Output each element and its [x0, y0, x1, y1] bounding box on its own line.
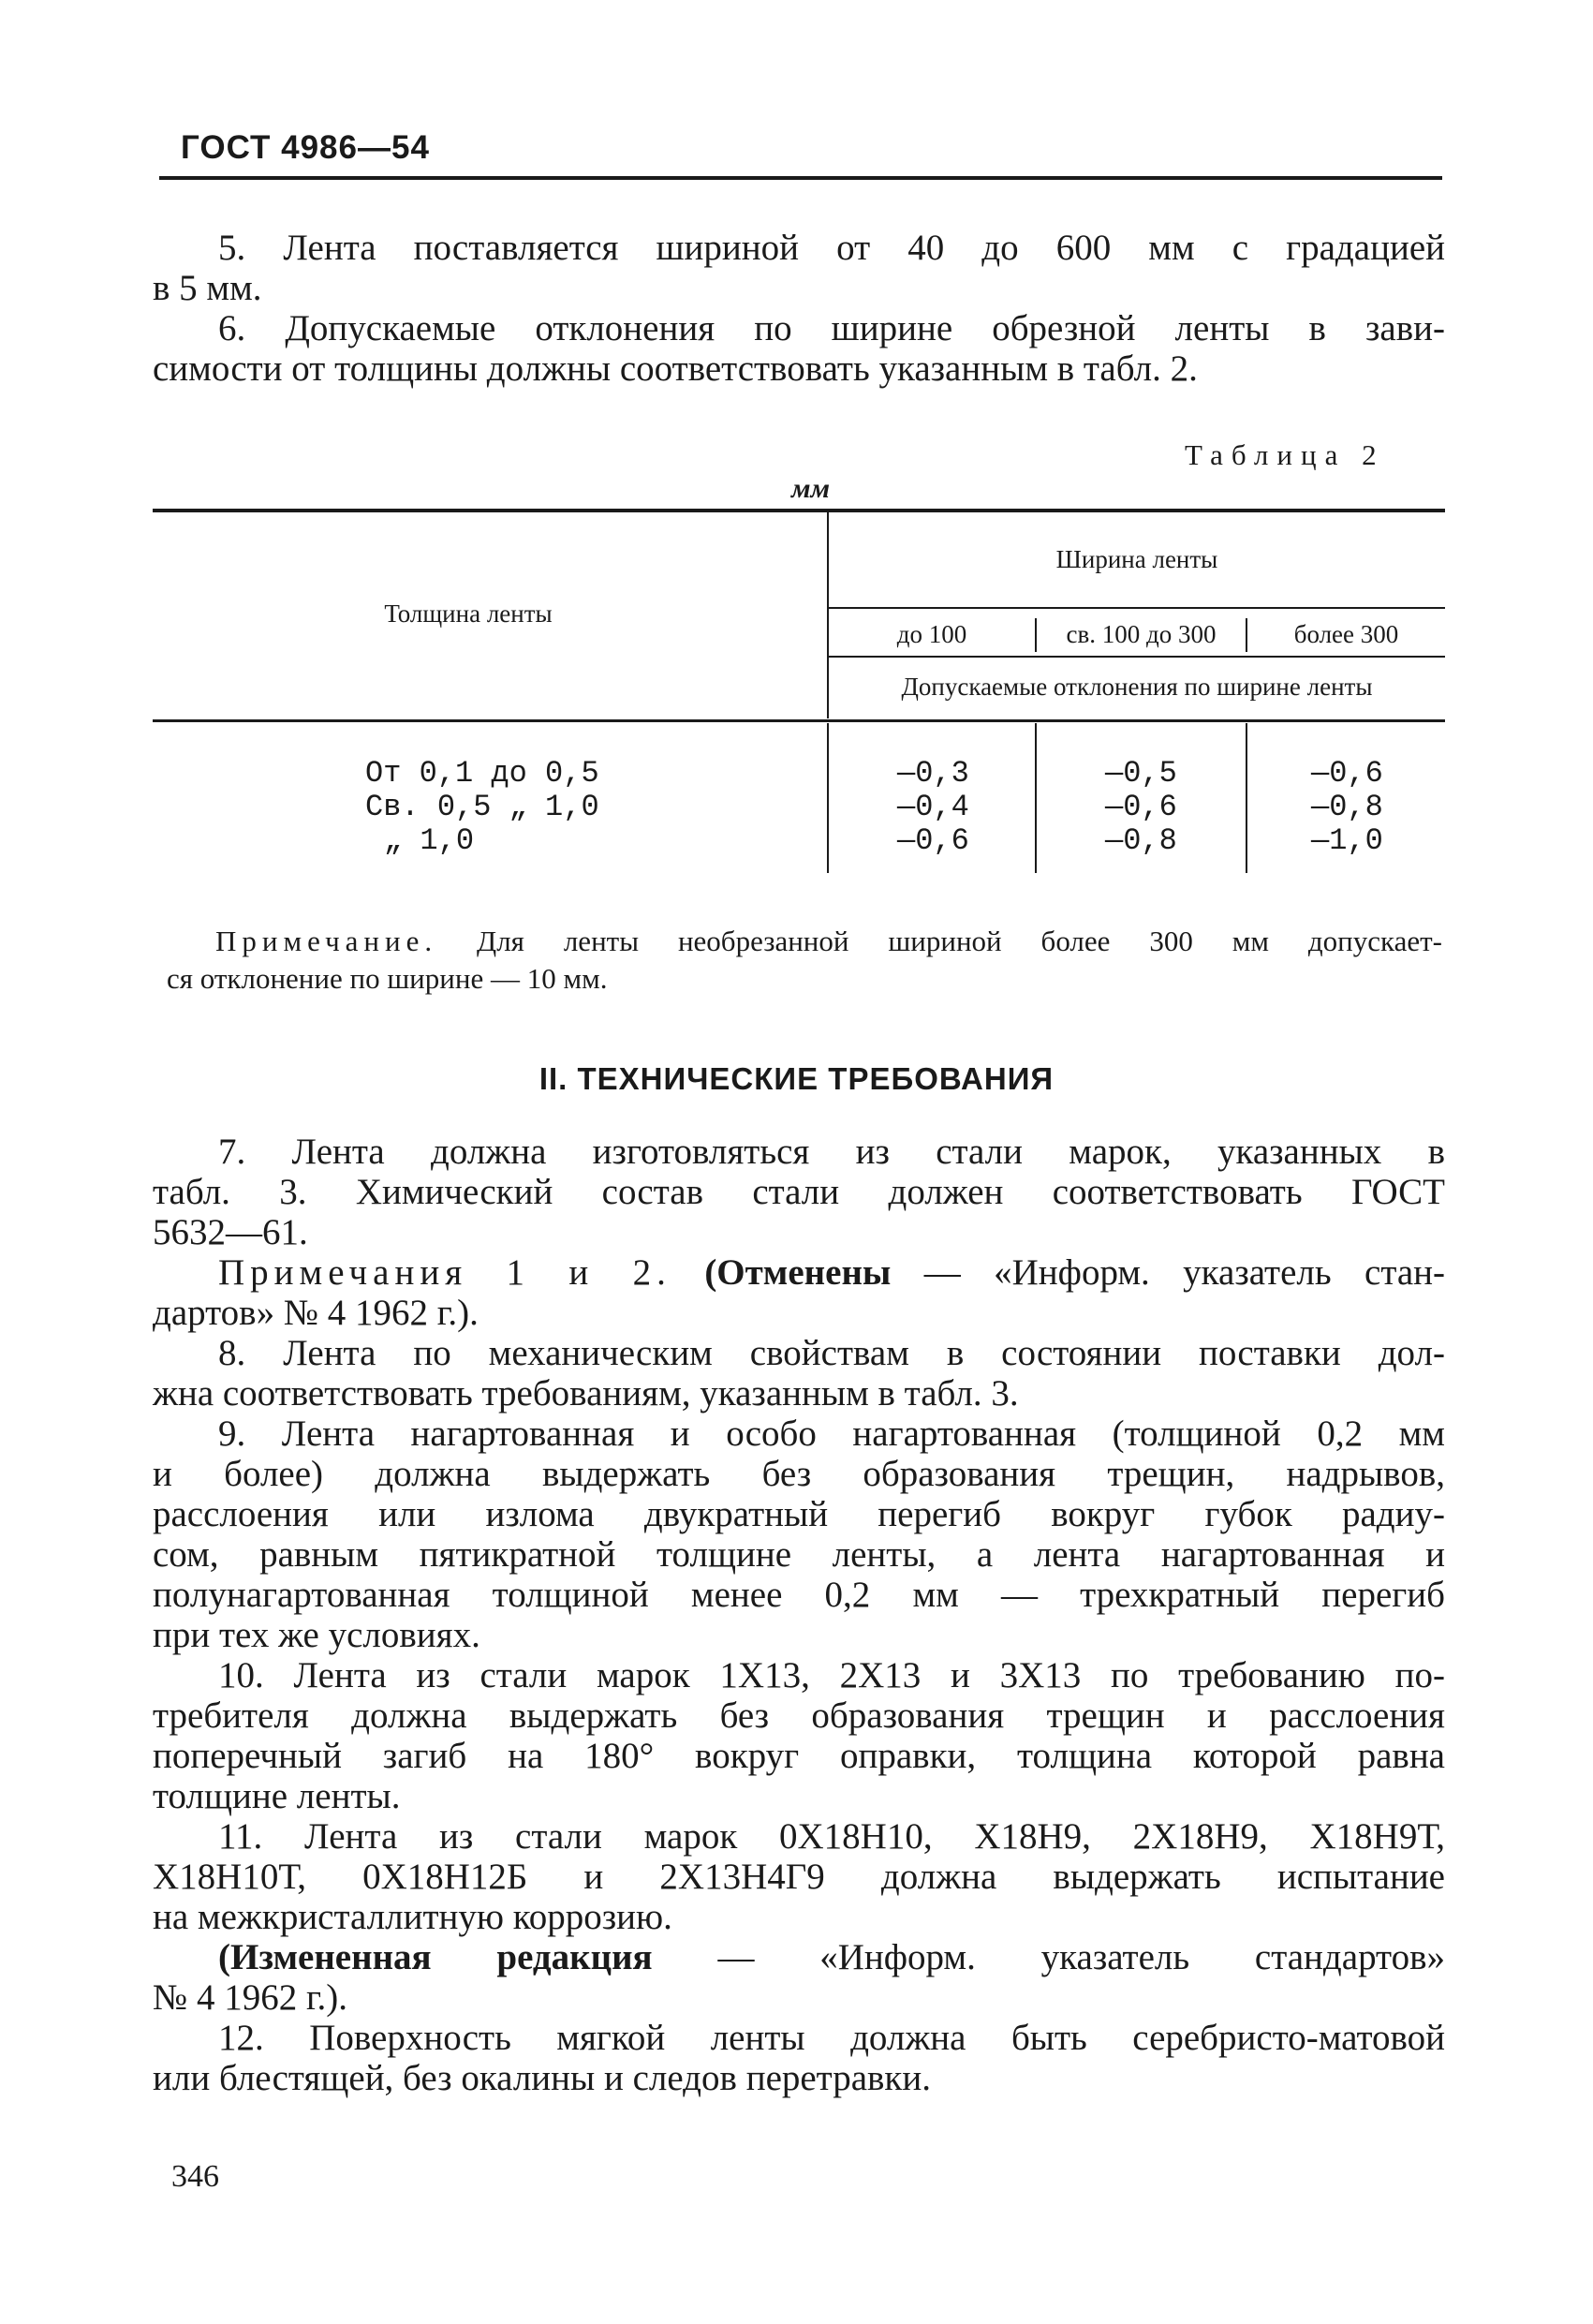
table-note-line-2: ся отклонение по ширине — 10 мм.	[167, 962, 608, 995]
notes-rest: — «Информ. указатель стан-	[891, 1252, 1446, 1293]
table-subheader-rule	[829, 607, 1445, 609]
paragraph-line: 8. Лента по механическим свойствам в состоянии поставки дол-	[218, 1333, 1445, 1373]
table-body-rule	[153, 719, 1445, 722]
col-header-thickness: Толщина ленты	[384, 600, 553, 628]
paragraph-line: полунагартованная толщиной менее 0,2 мм — трехкратный перегиб	[153, 1575, 1445, 1615]
paragraph-9	[153, 1414, 1445, 1655]
paragraph-6-line-1: 6. Допускаемые отклонения по ширине обрезной ленты в зави-	[218, 308, 1445, 348]
table-unit: мм	[791, 473, 831, 504]
header-rule	[159, 176, 1442, 180]
table-note	[167, 923, 1442, 998]
row-value: —0,6	[897, 823, 969, 858]
row-thickness: Св. 0,5 „ 1,0	[365, 790, 599, 824]
paragraph-line: 5632—61.	[153, 1212, 308, 1252]
col-header-width: Ширина ленты	[1055, 545, 1218, 573]
row-value: —0,5	[1105, 756, 1177, 791]
notes-label: Примечания 1 и 2.	[218, 1252, 671, 1293]
paragraph-line: при тех же условиях.	[153, 1615, 480, 1655]
row-value: —0,4	[897, 790, 969, 824]
paragraph-5-line-1: 5. Лента поставляется шириной от 40 до 600 мм с градацией	[218, 228, 1445, 268]
notes-1-2	[153, 1252, 1445, 1333]
table-deviation-rule	[829, 656, 1445, 658]
table-note-line-1	[215, 923, 1442, 960]
paragraph-line: толщине ленты.	[153, 1776, 401, 1816]
edit-note-line-1	[153, 1937, 1445, 1977]
notes-line-1	[153, 1252, 1445, 1293]
table-top-rule	[153, 509, 1445, 512]
paragraph-line: на межкристаллитную коррозию.	[153, 1897, 672, 1937]
paragraph-10	[153, 1655, 1445, 1816]
row-value: —0,6	[1105, 790, 1177, 824]
paragraph-6-line-2: симости от толщины должны соответствовать указанным в табл. 2.	[153, 348, 1198, 389]
paragraph-line: 9. Лента нагартованная и особо нагартованная (толщиной 0,2 мм	[218, 1414, 1445, 1454]
table-note-text: Для ленты необрезанной шириной более 300 мм допускает-	[477, 925, 1442, 957]
section-title: II. ТЕХНИЧЕСКИЕ ТРЕБОВАНИЯ	[538, 1061, 1055, 1096]
paragraph-8	[153, 1333, 1445, 1414]
paragraph-5	[153, 228, 1445, 308]
row-value: —0,8	[1105, 823, 1177, 858]
paragraph-6	[153, 308, 1445, 389]
subcol-header: до 100	[896, 620, 967, 648]
body-divider-2	[1035, 723, 1037, 873]
row-value: —0,3	[897, 756, 969, 791]
row-value: —1,0	[1311, 823, 1383, 858]
paragraph-line: и более) должна выдержать без образования трещин, надрывов,	[153, 1454, 1445, 1494]
paragraph-line: табл. 3. Химический состав стали должен соответствовать ГОСТ	[153, 1172, 1445, 1212]
page-number: 346	[171, 2159, 219, 2194]
paragraph-line: 12. Поверхность мягкой ленты должна быть серебристо-матовой	[218, 2018, 1445, 2058]
row-thickness: „ 1,0	[384, 823, 475, 858]
edit-note	[153, 1937, 1445, 2018]
table-title: Таблица 2	[1185, 438, 1385, 471]
paragraph-12	[153, 2018, 1445, 2098]
paragraph-line: Х18Н10Т, 0Х18Н12Б и 2Х13Н4Г9 должна выдержать испытание	[153, 1857, 1445, 1897]
subcol-header: св. 100 до 300	[1066, 620, 1217, 648]
paragraph-line: требителя должна выдержать без образования трещин и расслоения	[153, 1695, 1445, 1736]
edit-note-line-2: № 4 1962 г.).	[153, 1977, 348, 2018]
body-divider-3	[1246, 723, 1247, 873]
paragraph-line: жна соответствовать требованиям, указанным в табл. 3.	[153, 1373, 1019, 1414]
paragraph-5-line-2: в 5 мм.	[153, 268, 262, 308]
table-note-label: Примечание.	[215, 925, 438, 957]
body-divider-1	[827, 723, 829, 873]
paragraph-line: расслоения или излома двукратный перегиб вокруг губок радиу-	[153, 1494, 1445, 1534]
document-header: ГОСТ 4986—54	[181, 129, 430, 166]
paragraph-line: 7. Лента должна изготовляться из стали марок, указанных в	[218, 1132, 1445, 1172]
paragraph-line: сом, равным пятикратной толщине ленты, а лента нагартованная и	[153, 1534, 1445, 1575]
deviation-header: Допускаемые отклонения по ширине ленты	[901, 673, 1373, 701]
row-thickness: От 0,1 до 0,5	[365, 756, 599, 791]
row-value: —0,8	[1311, 790, 1383, 824]
paragraph-7	[153, 1132, 1445, 1252]
notes-bold: (Отменены	[704, 1252, 892, 1293]
notes-line-2: дартов» № 4 1962 г.).	[153, 1293, 479, 1333]
paragraph-11	[153, 1816, 1445, 1937]
paragraph-line: или блестящей, без окалины и следов перетравки.	[153, 2058, 931, 2098]
row-value: —0,6	[1311, 756, 1383, 791]
paragraph-line: 11. Лента из стали марок 0Х18Н10, Х18Н9, 2Х18Н9, Х18Н9Т,	[218, 1816, 1445, 1857]
edit-note-rest: — «Информ. указатель стандартов»	[652, 1937, 1445, 1977]
paragraph-line: 10. Лента из стали марок 1Х13, 2Х13 и 3Х13 по требованию по-	[218, 1655, 1445, 1695]
subcol-header: более 300	[1293, 620, 1399, 648]
edit-note-bold: (Измененная редакция	[218, 1937, 653, 1977]
paragraph-line: поперечный загиб на 180° вокруг оправки, толщина которой равна	[153, 1736, 1445, 1776]
